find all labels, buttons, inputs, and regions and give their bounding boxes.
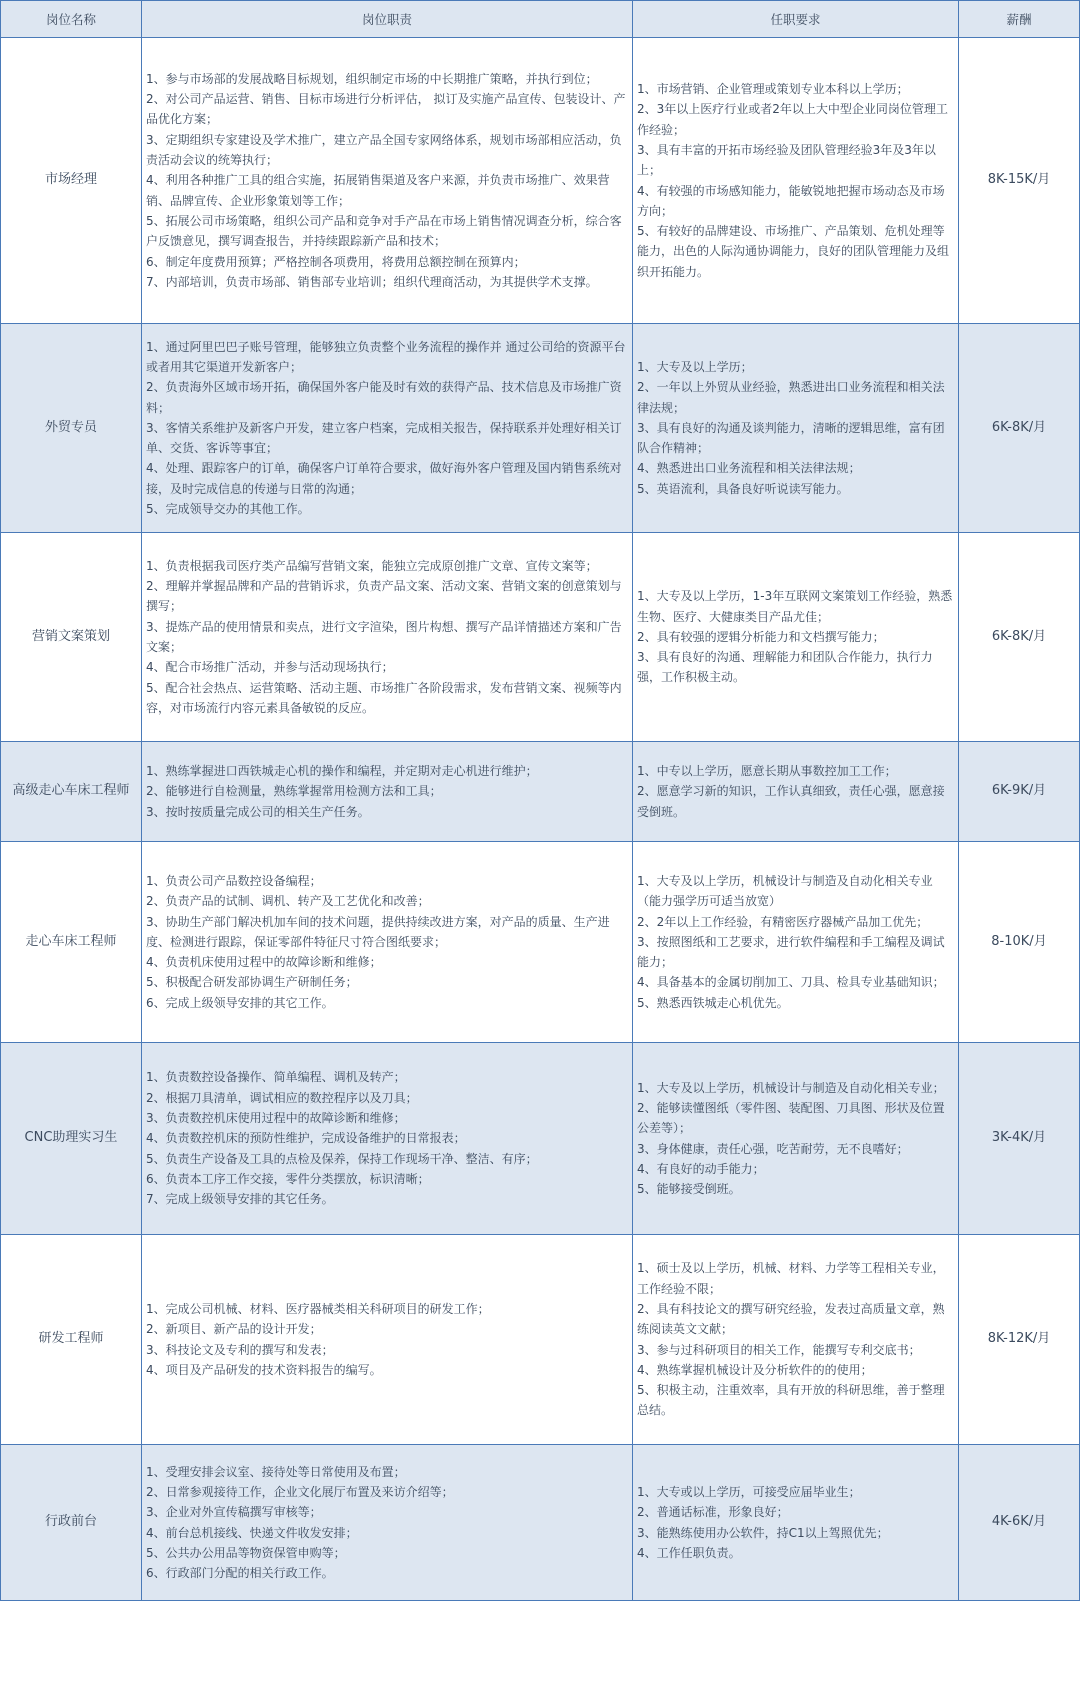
- duty-item: 4、负责机床使用过程中的故障诊断和维修；: [146, 955, 382, 970]
- requirement-item: 5、熟悉西铁城走心机优先。: [637, 995, 789, 1010]
- table-row: [1, 533, 1080, 742]
- duty-item: 3、客情关系维护及新客户开发，建立客户档案，完成相关报告，保持联系并处理好相关订单、交货、客诉等事宜；: [146, 420, 622, 456]
- duties-cell: [142, 38, 633, 324]
- requirements-cell: [633, 1235, 959, 1445]
- duty-item: 3、按时按质量完成公司的相关生产任务。: [146, 804, 370, 819]
- header-position: 岗位名称: [1, 1, 142, 38]
- requirement-item: 2、3年以上医疗行业或者2年以上大中型企业同岗位管理工作经验；: [637, 102, 948, 137]
- duty-item: 2、负责产品的试制、调机、转产及工艺优化和改善；: [146, 894, 430, 909]
- requirement-item: 4、熟悉进出口业务流程和相关法律法规；: [637, 461, 861, 476]
- requirement-item: 2、具有科技论文的撰写研究经验，发表过高质量文章，熟练阅读英文文献；: [637, 1301, 945, 1337]
- duty-item: 2、理解并掌握品牌和产品的营销诉求，负责产品文案、活动文案、营销文案的创意策划与撰写；: [146, 579, 622, 614]
- requirement-item: 4、具备基本的金属切削加工、刀具、检具专业基础知识；: [637, 975, 945, 990]
- duty-item: 1、负责公司产品数控设备编程；: [146, 873, 322, 888]
- duty-item: 5、拓展公司市场策略，组织公司产品和竞争对手产品在市场上销售情况调查分析，综合客户反馈意见，撰写调查报告，并持续跟踪新产品和技术；: [146, 213, 622, 249]
- duties-cell: [142, 842, 633, 1043]
- duty-item: 1、负责数控设备操作、简单编程、调机及转产；: [146, 1070, 406, 1085]
- duty-item: 3、负责数控机床使用过程中的故障诊断和维修；: [146, 1111, 406, 1126]
- header-salary: 薪酬: [959, 1, 1080, 38]
- requirement-item: 1、市场营销、企业管理或策划专业本科以上学历；: [637, 82, 909, 97]
- table-row: [1, 38, 1080, 324]
- requirement-item: 5、能够接受倒班。: [637, 1182, 741, 1197]
- duties-cell: [142, 1043, 633, 1235]
- duties-cell: [142, 1235, 633, 1445]
- salary-value: 4K-6K/月: [959, 1445, 1080, 1601]
- duty-item: 3、科技论文及专利的撰写和发表；: [146, 1342, 334, 1357]
- salary-value: 8-10K/月: [959, 842, 1080, 1043]
- duty-item: 5、负责生产设备及工具的点检及保养，保持工作现场干净、整洁、有序；: [146, 1151, 538, 1166]
- requirements-cell: [633, 38, 959, 324]
- duties-cell: [142, 324, 633, 533]
- duty-item: 2、能够进行自检测量，熟练掌握常用检测方法和工具；: [146, 784, 442, 799]
- requirement-item: 5、有较好的品牌建设、市场推广、产品策划、危机处理等能力，出色的人际沟通协调能力，良好的团队管理能力及组织开拓能力。: [637, 224, 950, 279]
- requirement-item: 2、一年以上外贸从业经验，熟悉进出口业务流程和相关法律法规；: [637, 380, 945, 415]
- duty-item: 1、参与市场部的发展战略目标规划，组织制定市场的中长期推广策略，并执行到位；: [146, 71, 598, 86]
- duties-cell: [142, 533, 633, 742]
- requirement-item: 5、积极主动，注重效率，具有开放的科研思维，善于整理总结。: [637, 1383, 945, 1418]
- requirement-item: 1、中专以上学历，愿意长期从事数控加工工作；: [637, 764, 897, 779]
- requirement-item: 5、英语流利，具备良好听说读写能力。: [637, 481, 849, 496]
- header-requirements: 任职要求: [633, 1, 959, 38]
- requirement-item: 1、大专及以上学历，机械设计与制造及自动化相关专业；: [637, 1080, 945, 1095]
- requirement-item: 1、大专或以上学历，可接受应届毕业生；: [637, 1484, 861, 1499]
- requirement-item: 1、硕士及以上学历，机械、材料、力学等工程相关专业，工作经验不限；: [637, 1261, 945, 1296]
- table-row: [1, 742, 1080, 842]
- duty-item: 5、完成领导交办的其他工作。: [146, 502, 310, 517]
- position-name: 高级走心车床工程师: [1, 742, 142, 842]
- duty-item: 4、利用各种推广工具的组合实施，拓展销售渠道及客户来源，并负责市场推广、效果营销、品牌宣传、企业形象策划等工作；: [146, 173, 610, 208]
- requirement-item: 3、参与过科研项目的相关工作，能撰写专利交底书；: [637, 1342, 921, 1357]
- requirement-item: 2、愿意学习新的知识，工作认真细致，责任心强，愿意接受倒班。: [637, 784, 945, 819]
- requirements-cell: [633, 842, 959, 1043]
- header-duties: 岗位职责: [142, 1, 633, 38]
- salary-value: 6K-8K/月: [959, 533, 1080, 742]
- requirement-item: 2、普通话标准，形象良好；: [637, 1505, 789, 1520]
- duty-item: 4、处理、跟踪客户的订单，确保客户订单符合要求，做好海外客户管理及国内销售系统对接，及时完成信息的传递与日常的沟通；: [146, 461, 622, 496]
- requirements-cell: [633, 533, 959, 742]
- duty-item: 6、负责本工序工作交接，零件分类摆放，标识清晰；: [146, 1171, 430, 1186]
- requirement-item: 4、熟练掌握机械设计及分析软件的的使用；: [637, 1362, 873, 1377]
- salary-value: 3K-4K/月: [959, 1043, 1080, 1235]
- table-body: [1, 38, 1080, 1601]
- duty-item: 2、新项目、新产品的设计开发；: [146, 1322, 322, 1337]
- requirement-item: 3、按照图纸和工艺要求，进行软件编程和手工编程及调试能力；: [637, 934, 945, 970]
- duties-cell: [142, 1445, 633, 1601]
- duty-item: 1、完成公司机械、材料、医疗器械类相关科研项目的研发工作；: [146, 1301, 490, 1316]
- position-name: 市场经理: [1, 38, 142, 324]
- duty-item: 6、完成上级领导安排的其它工作。: [146, 995, 334, 1010]
- requirement-item: 1、大专及以上学历，机械设计与制造及自动化相关专业（能力强学历可适当放宽）: [637, 873, 933, 909]
- requirements-cell: [633, 1445, 959, 1601]
- requirements-cell: [633, 742, 959, 842]
- duty-item: 2、负责海外区域市场开拓，确保国外客户能及时有效的获得产品、技术信息及市场推广资料；: [146, 380, 622, 415]
- duty-item: 3、提炼产品的使用情景和卖点，进行文字渲染，图片构想、撰写产品详情描述方案和广告文案；: [146, 619, 622, 654]
- requirement-item: 2、能够读懂图纸（零件图、装配图、刀具图、形状及位置公差等）；: [637, 1100, 945, 1136]
- duty-item: 7、完成上级领导安排的其它任务。: [146, 1192, 334, 1207]
- duties-cell: [142, 742, 633, 842]
- duty-item: 7、内部培训，负责市场部、销售部专业培训；组织代理商活动，为其提供学术支撑。: [146, 274, 598, 289]
- position-name: 外贸专员: [1, 324, 142, 533]
- position-name: 研发工程师: [1, 1235, 142, 1445]
- requirement-item: 2、2年以上工作经验，有精密医疗器械产品加工优先；: [637, 914, 929, 929]
- duty-item: 3、企业对外宣传稿撰写审核等；: [146, 1505, 322, 1520]
- requirement-item: 3、能熟练使用办公软件，持C1以上驾照优先；: [637, 1525, 889, 1540]
- duty-item: 5、配合社会热点、运营策略、活动主题、市场推广各阶段需求，发布营销文案、视频等内容，对市场流行内容元素具备敏锐的反应。: [146, 680, 622, 715]
- duty-item: 1、受理安排会议室、接待处等日常使用及布置；: [146, 1464, 406, 1479]
- requirement-item: 4、工作任职负责。: [637, 1545, 741, 1560]
- duty-item: 6、制定年度费用预算；严格控制各项费用，将费用总额控制在预算内；: [146, 254, 526, 269]
- duty-item: 2、日常参观接待工作，企业文化展厅布置及来访介绍等；: [146, 1484, 454, 1499]
- duty-item: 1、负责根据我司医疗类产品编写营销文案，能独立完成原创推广文章、宣传文案等；: [146, 558, 598, 573]
- duty-item: 2、对公司产品运营、销售、目标市场进行分析评估， 拟订及实施产品宣传、包装设计、产品优化方案；: [146, 92, 626, 127]
- duty-item: 5、公共办公用品等物资保管申购等；: [146, 1545, 346, 1560]
- position-name: CNC助理实习生: [1, 1043, 142, 1235]
- duty-item: 4、项目及产品研发的技术资料报告的编写。: [146, 1362, 382, 1377]
- position-name: 行政前台: [1, 1445, 142, 1601]
- salary-value: 6K-8K/月: [959, 324, 1080, 533]
- salary-value: 6K-9K/月: [959, 742, 1080, 842]
- requirement-item: 4、有较强的市场感知能力，能敏锐地把握市场动态及市场方向；: [637, 183, 945, 218]
- salary-value: 8K-12K/月: [959, 1235, 1080, 1445]
- table-row: [1, 1235, 1080, 1445]
- requirement-item: 1、大专及以上学历；: [637, 359, 753, 374]
- duty-item: 4、负责数控机床的预防性维护，完成设备维护的日常报表；: [146, 1131, 466, 1146]
- requirements-cell: [633, 324, 959, 533]
- header-row: [1, 1, 1080, 38]
- duty-item: 5、积极配合研发部协调生产研制任务；: [146, 975, 358, 990]
- position-name: 营销文案策划: [1, 533, 142, 742]
- duty-item: 4、前台总机接线、快递文件收发安排；: [146, 1525, 358, 1540]
- requirements-cell: [633, 1043, 959, 1235]
- requirement-item: 3、具有良好的沟通、理解能力和团队合作能力，执行力强，工作积极主动。: [637, 650, 933, 685]
- table-row: [1, 324, 1080, 533]
- position-name: 走心车床工程师: [1, 842, 142, 1043]
- duty-item: 1、通过阿里巴巴子账号管理，能够独立负责整个业务流程的操作并 通过公司给的资源平台或者用其它渠道开发新客户；: [146, 339, 626, 374]
- requirement-item: 3、具有丰富的开拓市场经验及团队管理经验3年及3年以上；: [637, 142, 936, 178]
- salary-value: 8K-15K/月: [959, 38, 1080, 324]
- duty-item: 1、熟练掌握进口西铁城走心机的操作和编程，并定期对走心机进行维护；: [146, 764, 538, 779]
- table-row: [1, 1445, 1080, 1601]
- table-row: [1, 842, 1080, 1043]
- requirement-item: 3、身体健康，责任心强，吃苦耐劳，无不良嗜好；: [637, 1141, 909, 1156]
- duty-item: 3、定期组织专家建设及学术推广，建立产品全国专家网络体系，规划市场部相应活动，负责活动会议的统筹执行；: [146, 132, 622, 168]
- requirement-item: 4、有良好的动手能力；: [637, 1161, 765, 1176]
- requirement-item: 3、具有良好的沟通及谈判能力，清晰的逻辑思维，富有团队合作精神；: [637, 420, 945, 456]
- duty-item: 6、行政部门分配的相关行政工作。: [146, 1566, 334, 1581]
- requirement-item: 2、具有较强的逻辑分析能力和文档撰写能力；: [637, 629, 885, 644]
- requirement-item: 1、大专及以上学历，1-3年互联网文案策划工作经验，熟悉生物、医疗、大健康类目产品尤佳；: [637, 589, 953, 624]
- table-row: [1, 1043, 1080, 1235]
- duty-item: 3、协助生产部门解决机加车间的技术问题，提供持续改进方案，对产品的质量、生产进度、检测进行跟踪，保证零部件特征尺寸符合图纸要求；: [146, 914, 610, 949]
- duty-item: 4、配合市场推广活动，并参与活动现场执行；: [146, 660, 394, 675]
- duty-item: 2、根据刀具清单，调试相应的数控程序以及刀具；: [146, 1090, 418, 1105]
